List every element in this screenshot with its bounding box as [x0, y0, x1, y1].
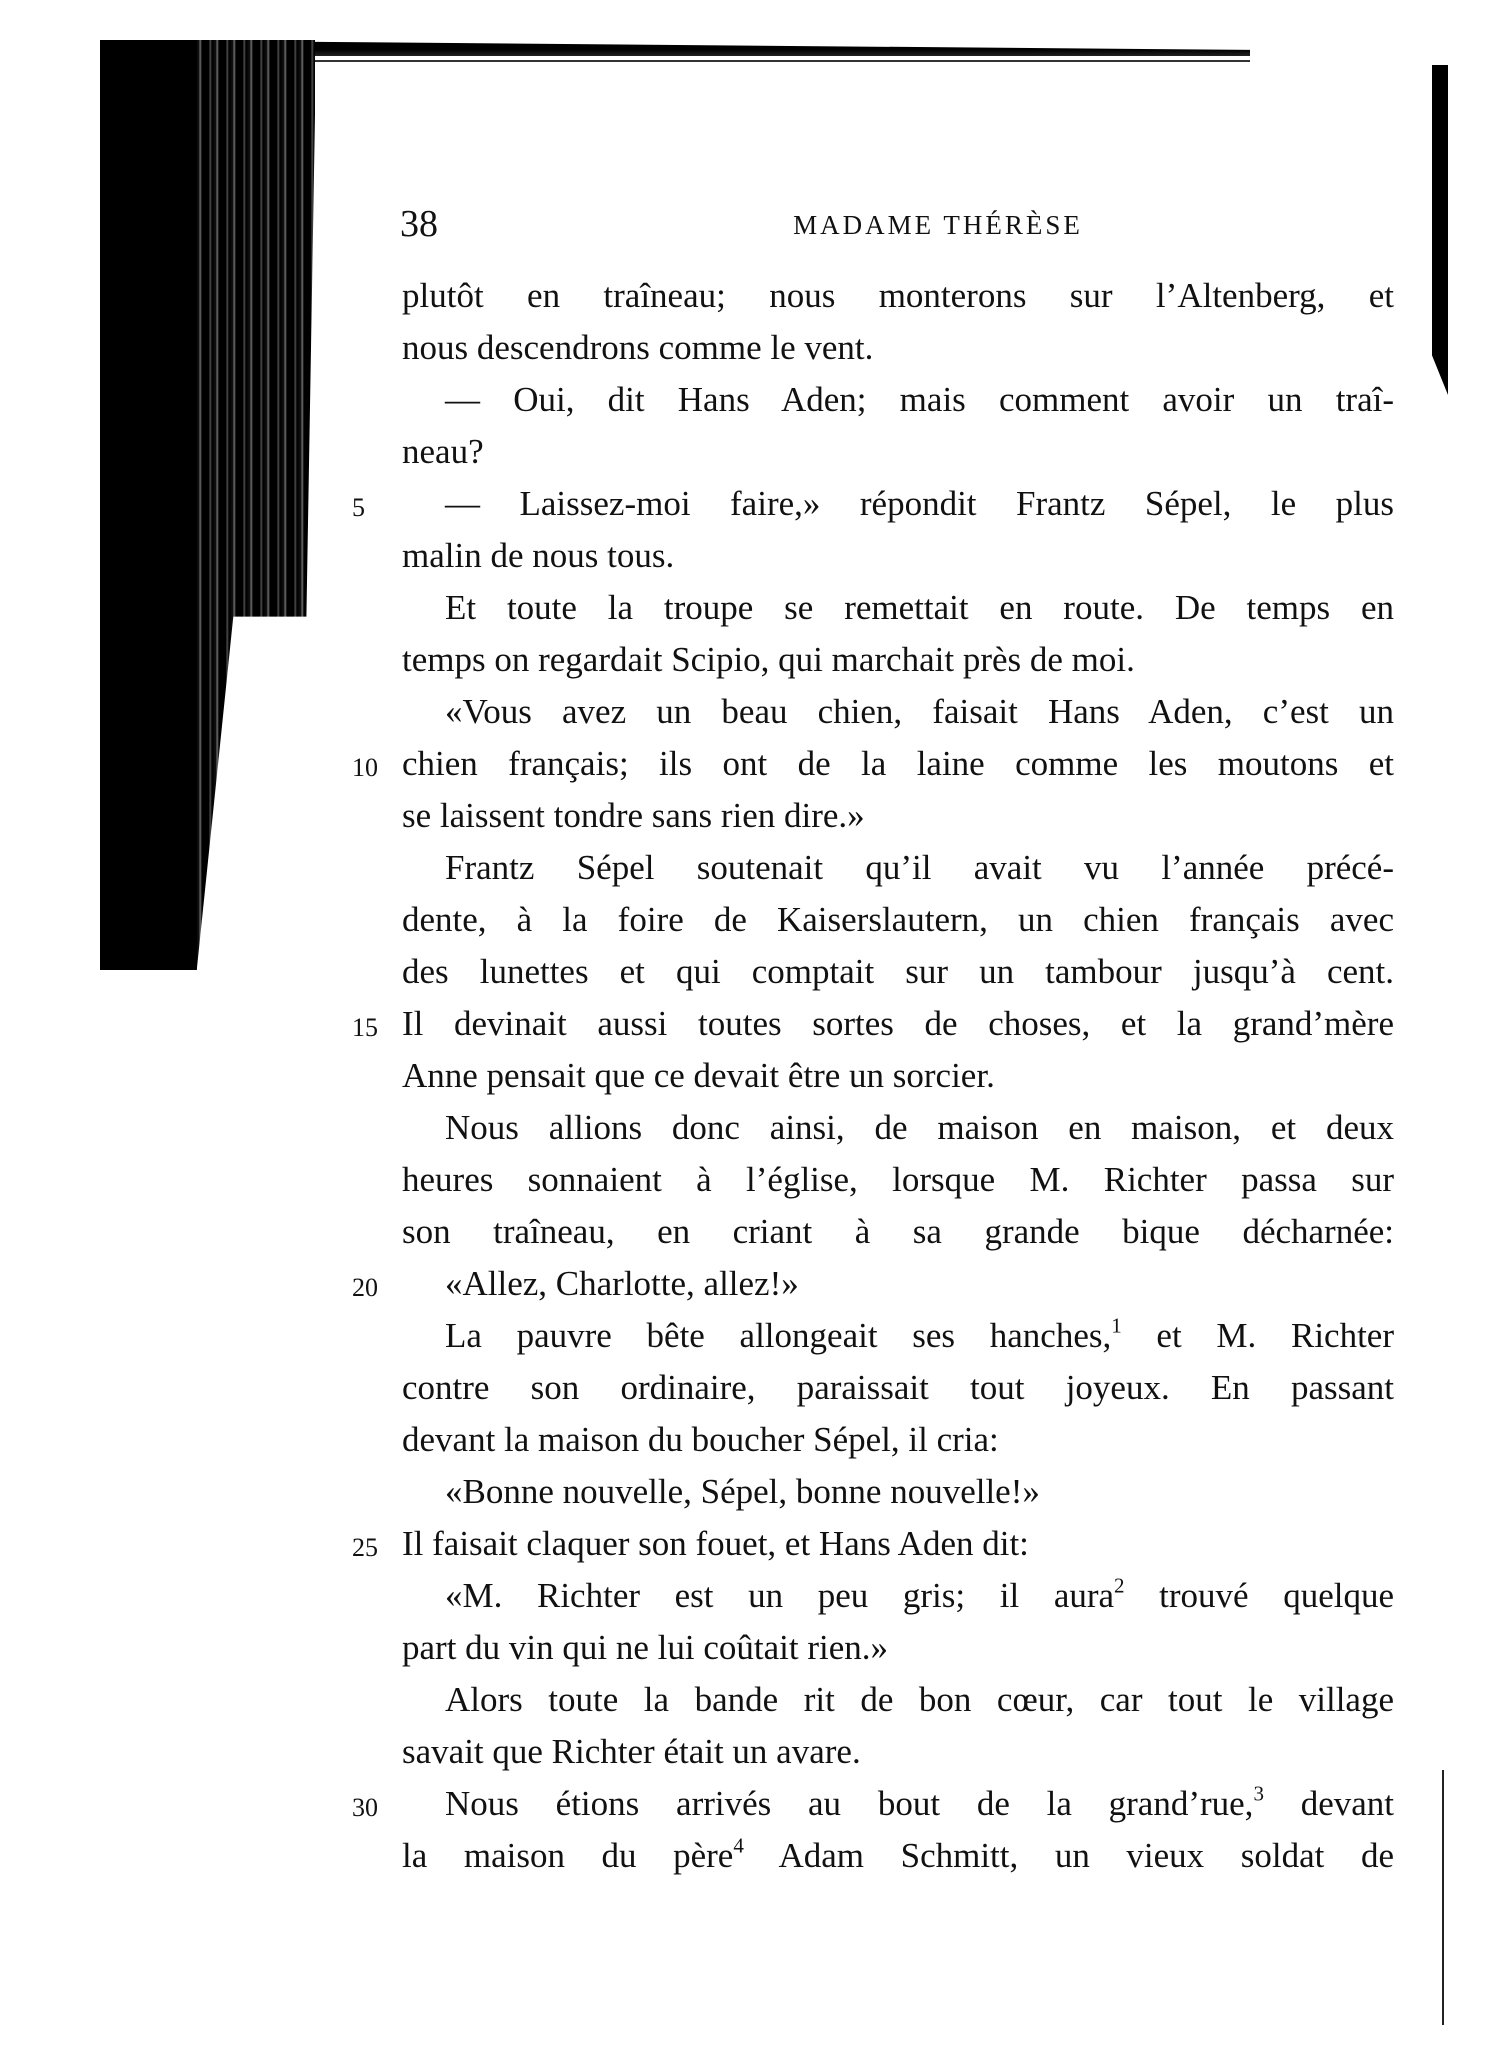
text-line: nous descendrons comme le vent. — [402, 328, 874, 367]
page-header — [400, 202, 1396, 252]
text-line: contre son ordinaire, paraissait tout joyeux. En passant — [402, 1368, 1394, 1407]
text-segment: «M. Richter est un peu gris; il aura — [445, 1576, 1115, 1615]
text-line: plutôt en traîneau; nous monterons sur l’Altenberg, et — [402, 276, 1394, 315]
text-line: Alors toute la bande rit de bon cœur, car tout le village — [445, 1680, 1394, 1719]
scan-edge-line-right — [1442, 1770, 1444, 2025]
text-line: Et toute la troupe se remettait en route. De temps en — [445, 588, 1394, 627]
footnote-marker: 2 — [1114, 1573, 1125, 1598]
footnote-marker: 3 — [1253, 1781, 1264, 1806]
text-segment: devant — [1263, 1784, 1394, 1823]
text-line: Nous allions donc ainsi, de maison en maison, et deux — [445, 1108, 1394, 1147]
text-segment: la maison du père — [402, 1836, 734, 1875]
scan-edge-shadow-right — [1432, 65, 1448, 395]
line-number: 5 — [352, 493, 365, 522]
text-segment: Adam Schmitt, un vieux soldat de — [743, 1836, 1394, 1875]
line-number: 25 — [352, 1533, 378, 1562]
text-line: heures sonnaient à l’église, lorsque M. Richter passa sur — [402, 1160, 1394, 1199]
scan-edge-shadow-left — [100, 40, 315, 970]
line-number: 15 — [352, 1013, 378, 1042]
text-line: Frantz Sépel soutenait qu’il avait vu l’année précé- — [445, 848, 1394, 887]
text-line: dente, à la foire de Kaiserslautern, un chien français avec — [402, 900, 1394, 939]
text-line: — Laissez-moi faire,» répondit Frantz Sépel, le plus — [445, 484, 1394, 523]
text-segment: Nous étions arrivés au bout de la grand’rue, — [445, 1784, 1254, 1823]
text-line: «Allez, Charlotte, allez!» — [445, 1264, 799, 1303]
text-line: devant la maison du boucher Sépel, il cria: — [402, 1420, 999, 1459]
running-title: MADAME THÉRÈSE — [793, 210, 1083, 240]
text-line: chien français; ils ont de la laine comme les moutons et — [402, 744, 1394, 783]
text-line: neau? — [402, 432, 484, 471]
text-line: des lunettes et qui comptait sur un tambour jusqu’à cent. — [402, 952, 1394, 991]
text-line: temps on regardait Scipio, qui marchait près de moi. — [402, 640, 1135, 679]
text-line: se laissent tondre sans rien dire.» — [402, 796, 865, 835]
text-segment: La pauvre bête allongeait ses hanches, — [445, 1316, 1112, 1355]
footnote-marker: 4 — [733, 1833, 744, 1858]
line-number: 20 — [352, 1273, 378, 1302]
text-line — [445, 1310, 1394, 1362]
line-number: 10 — [352, 753, 378, 782]
line-number: 30 — [352, 1793, 378, 1822]
text-line: «Bonne nouvelle, Sépel, bonne nouvelle!» — [445, 1472, 1040, 1511]
footnote-marker: 1 — [1111, 1313, 1122, 1338]
text-line — [445, 1570, 1394, 1622]
text-line: Il faisait claquer son fouet, et Hans Aden dit: — [402, 1524, 1029, 1563]
text-line: part du vin qui ne lui coûtait rien.» — [402, 1628, 889, 1667]
text-segment: trouvé quelque — [1124, 1576, 1394, 1615]
text-line: «Vous avez un beau chien, faisait Hans Aden, c’est un — [445, 692, 1394, 731]
text-segment: et M. Richter — [1121, 1316, 1394, 1355]
scan-edge-line-top — [240, 60, 1250, 62]
page-number: 38 — [400, 203, 438, 245]
text-line: savait que Richter était un avare. — [402, 1732, 861, 1771]
text-line: — Oui, dit Hans Aden; mais comment avoir un traî- — [445, 380, 1394, 419]
text-line: Il devinait aussi toutes sortes de choses, et la grand’mère — [402, 1004, 1394, 1043]
text-line: malin de nous tous. — [402, 536, 675, 575]
text-line — [402, 1830, 1394, 1882]
text-line: son traîneau, en criant à sa grande bique décharnée: — [402, 1212, 1394, 1251]
text-line: Anne pensait que ce devait être un sorcier. — [402, 1056, 995, 1095]
text-line — [445, 1778, 1394, 1830]
